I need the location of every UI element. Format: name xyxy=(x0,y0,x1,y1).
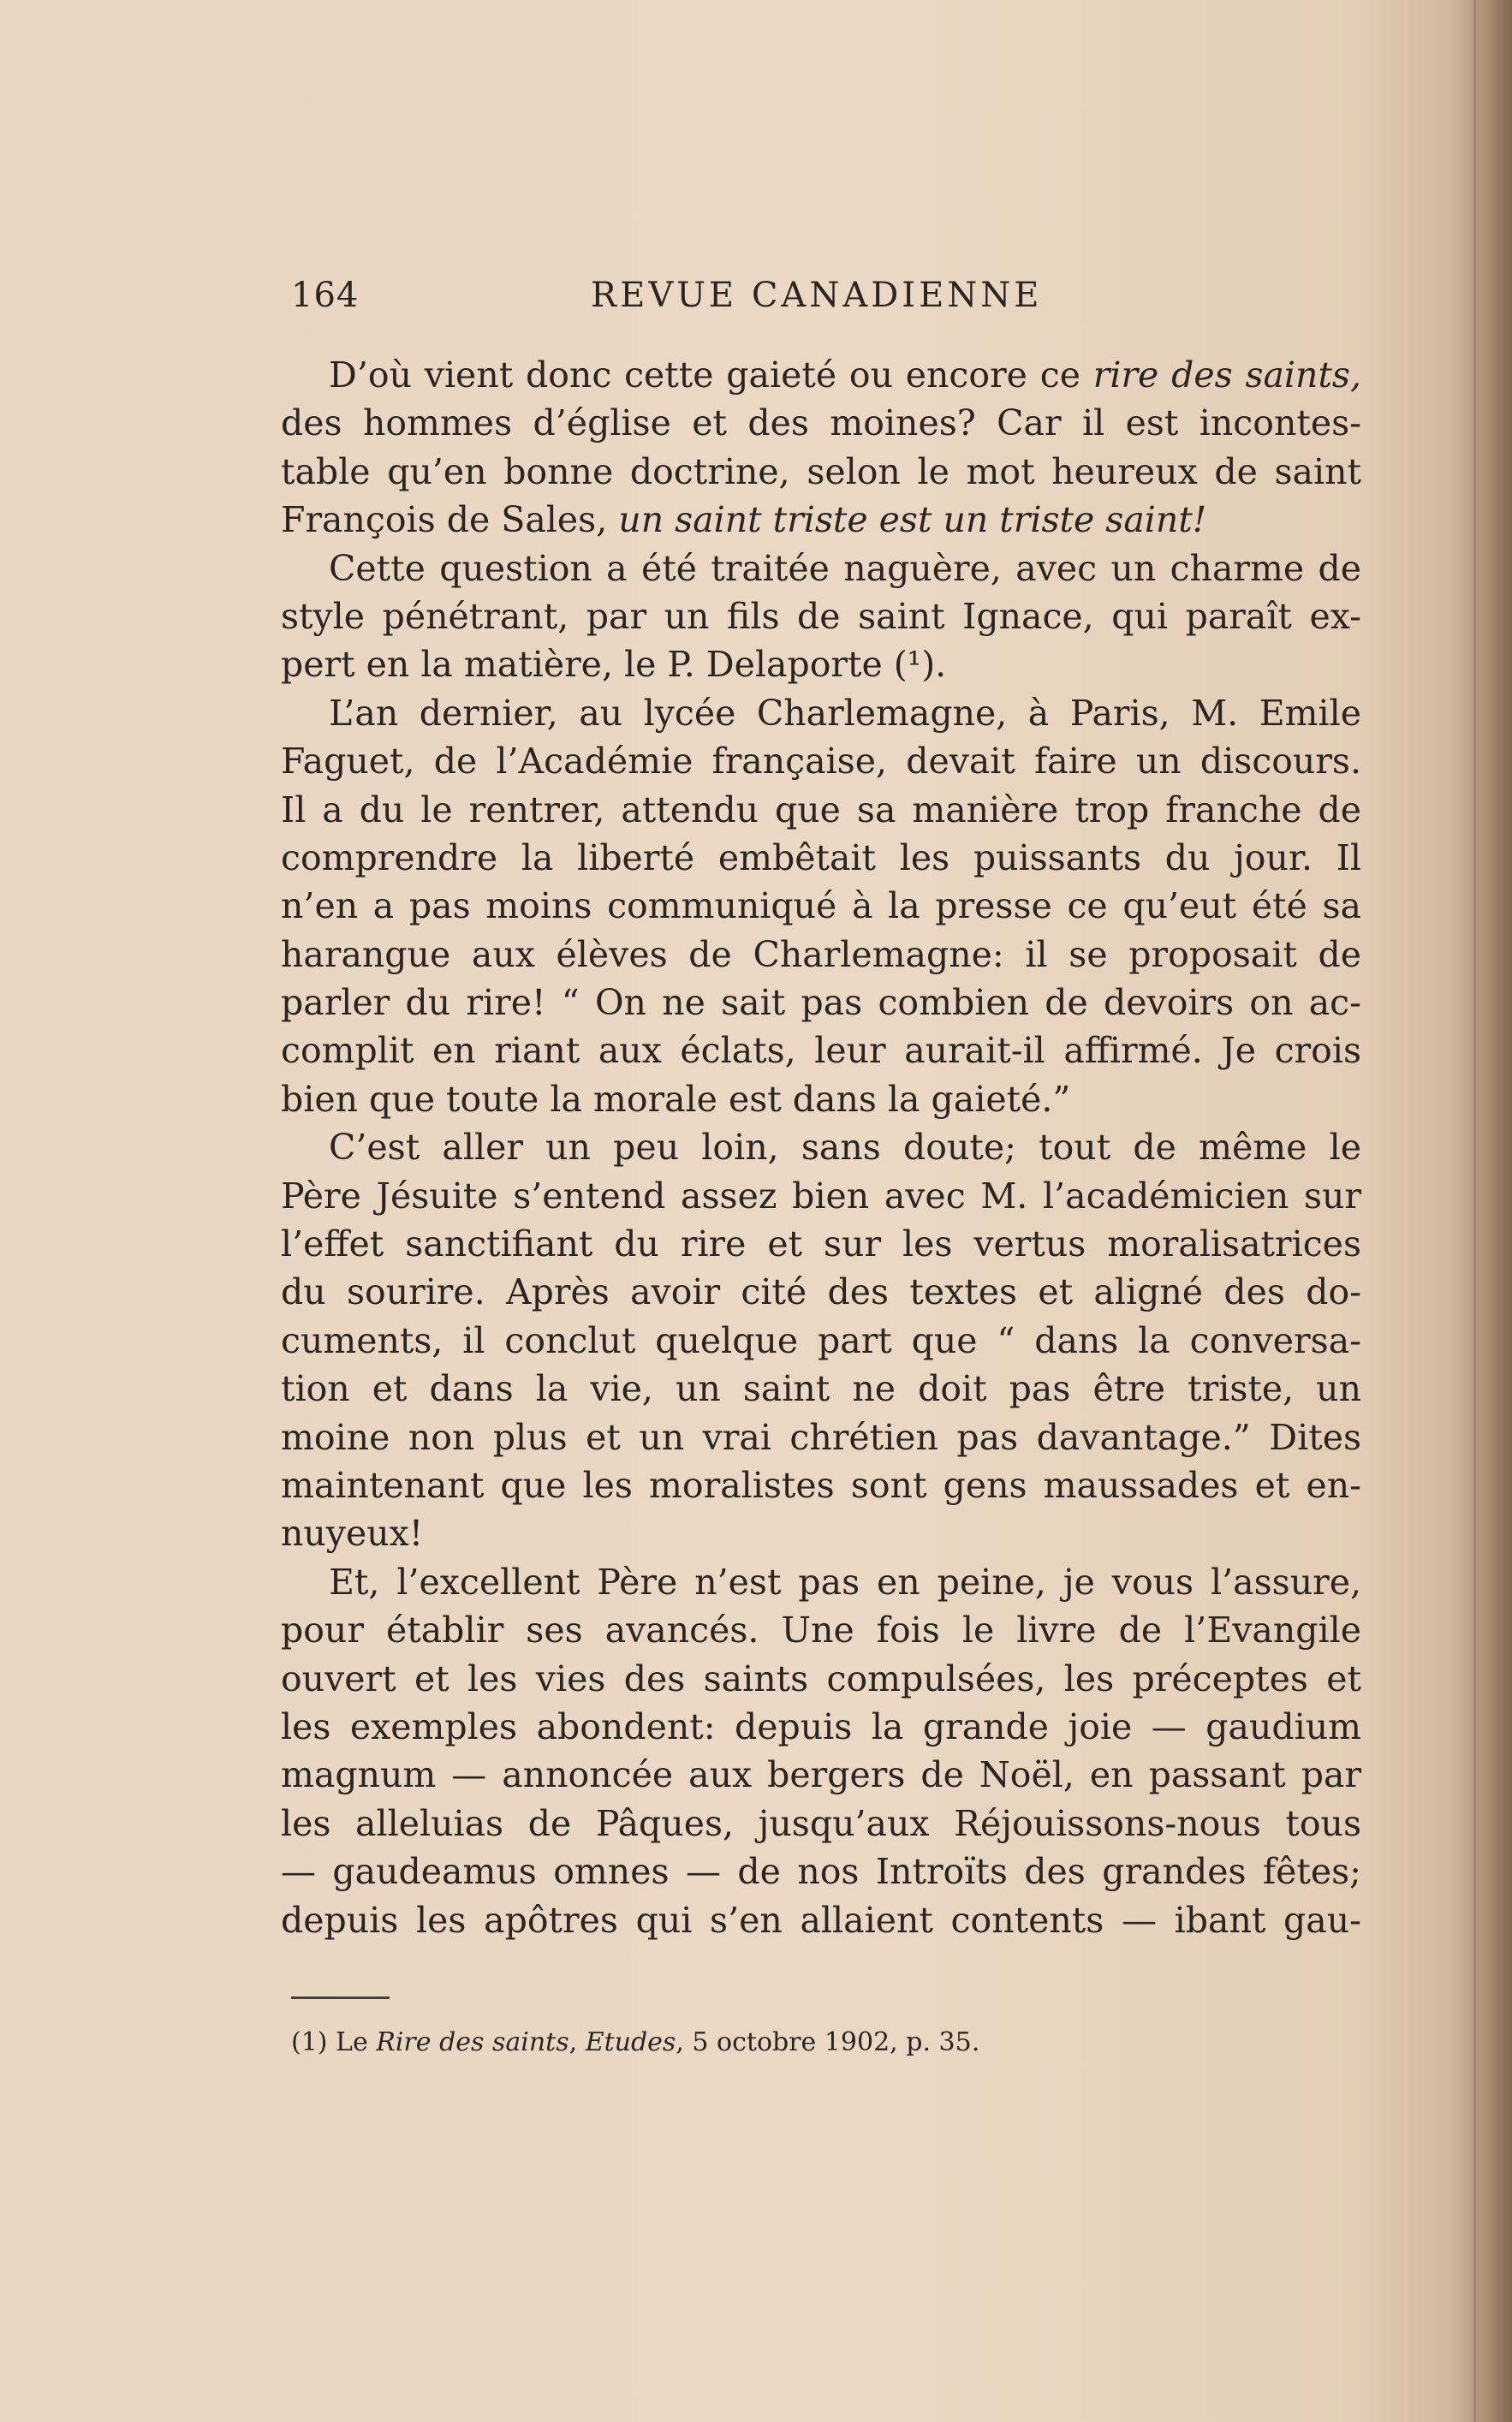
text-line: depuis les apôtres qui s’en allaient contents — ibant gau- xyxy=(281,1899,1361,1941)
text-line: ouvert et les vies des saints compulsées, les préceptes et xyxy=(281,1657,1361,1699)
body-text xyxy=(281,351,1361,1944)
text-line: — gaudeamus omnes — de nos Introïts des grandes fêtes; xyxy=(281,1851,1361,1893)
text-line: tion et dans la vie, un saint ne doit pas être triste, un xyxy=(281,1368,1361,1410)
running-head: REVUE CANADIENNE xyxy=(591,276,1043,315)
page-header xyxy=(291,276,1062,327)
text-line: harangue aux élèves de Charlemagne: il se proposait de xyxy=(281,933,1361,975)
page-number: 164 xyxy=(291,276,360,315)
page-edge-line xyxy=(1473,0,1476,2422)
text-line: moine non plus et un vrai chrétien pas davantage.” Dites xyxy=(281,1416,1361,1458)
text-line: maintenant que les moralistes sont gens maussades et en- xyxy=(281,1464,1361,1506)
footnote: (1) Le Rire des saints, Etudes, 5 octobre 1902, p. 35. xyxy=(291,2027,980,2057)
text-line: n’en a pas moins communiqué à la presse ce qu’eut été sa xyxy=(281,885,1361,927)
text-line: D’où vient donc cette gaieté ou encore ce rire des saints, xyxy=(329,354,1361,396)
text-line: l’effet sanctifiant du rire et sur les vertus moralisatrices xyxy=(281,1223,1361,1265)
text-line: table qu’en bonne doctrine, selon le mot heureux de saint xyxy=(281,450,1361,492)
text-line: des hommes d’église et des moines? Car il est incontes- xyxy=(281,402,1361,444)
text-line: complit en riant aux éclats, leur aurait-il affirmé. Je crois xyxy=(281,1030,1361,1072)
footnote-rule xyxy=(291,1997,390,1999)
text-line: du sourire. Après avoir cité des textes et aligné des do- xyxy=(281,1271,1361,1313)
text-line: pert en la matière, le P. Delaporte (¹). xyxy=(281,644,947,686)
page-edge-shadow xyxy=(1452,0,1512,2422)
text-line: les exemples abondent: depuis la grande joie — gaudium xyxy=(281,1705,1361,1747)
text-line: style pénétrant, par un fils de saint Ignace, qui paraît ex- xyxy=(281,595,1361,637)
text-line: comprendre la liberté embêtait les puissants du jour. Il xyxy=(281,836,1361,878)
text-line: magnum — annoncée aux bergers de Noël, en passant par xyxy=(281,1754,1361,1796)
text-line: Et, l’excellent Père n’est pas en peine, je vous l’assure, xyxy=(329,1561,1361,1603)
text-line: François de Sales, un saint triste est un triste saint! xyxy=(281,499,1207,541)
text-line: parler du rire! “ On ne sait pas combien de devoirs on ac- xyxy=(281,982,1361,1024)
text-line: pour établir ses avancés. Une fois le livre de l’Evangile xyxy=(281,1610,1361,1651)
text-line: les alleluias de Pâques, jusqu’aux Réjouissons-nous tous xyxy=(281,1802,1361,1844)
text-line: cuments, il conclut quelque part que “ dans la conversa- xyxy=(281,1319,1361,1361)
text-line: L’an dernier, au lycée Charlemagne, à Paris, M. Emile xyxy=(329,692,1361,734)
text-line: Père Jésuite s’entend assez bien avec M. l’académicien sur xyxy=(281,1175,1361,1217)
text-line: nuyeux! xyxy=(281,1513,424,1555)
text-line: Faguet, de l’Académie française, devait faire un discours. xyxy=(281,741,1361,783)
text-line: C’est aller un peu loin, sans doute; tout de même le xyxy=(329,1127,1361,1169)
text-line: bien que toute la morale est dans la gaieté.” xyxy=(281,1078,1071,1120)
text-line: Il a du le rentrer, attendu que sa manière trop franche de xyxy=(281,788,1361,830)
text-line: Cette question a été traitée naguère, avec un charme de xyxy=(329,547,1361,589)
